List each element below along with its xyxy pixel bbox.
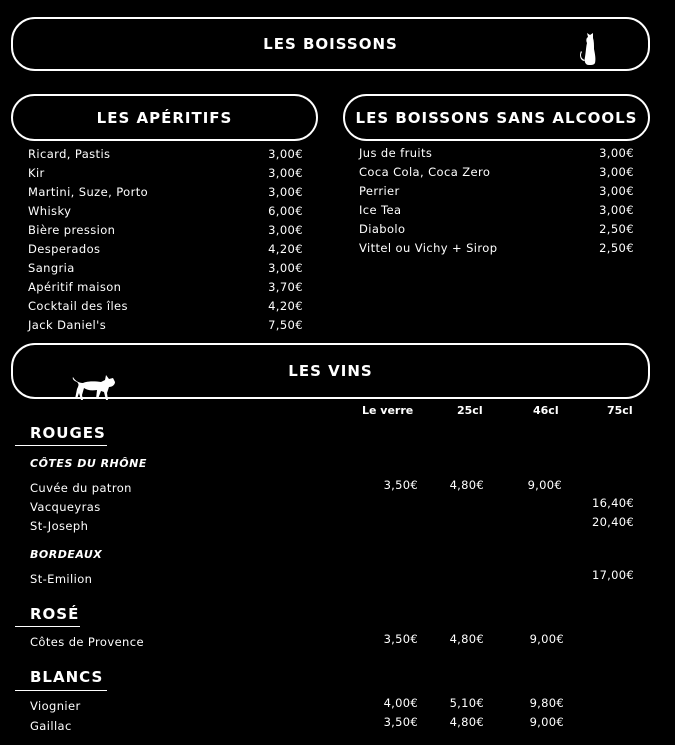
price-75cl: 16,40€ xyxy=(591,496,634,510)
walking-cat-icon xyxy=(71,371,119,401)
rose-title: ROSÉ xyxy=(30,605,80,623)
list-item: Ricard, Pastis 3,00€ xyxy=(28,147,303,161)
list-item: Diabolo 2,50€ xyxy=(359,222,634,236)
sans-alcool-banner xyxy=(343,94,650,141)
list-item: Apéritif maison 3,70€ xyxy=(28,280,303,294)
price-46cl: 9,00€ xyxy=(529,632,564,646)
price-75cl: 17,00€ xyxy=(591,568,634,582)
list-item: Whisky 6,00€ xyxy=(28,204,303,218)
list-item: Perrier 3,00€ xyxy=(359,184,634,198)
price-46cl: 9,80€ xyxy=(529,696,564,710)
list-item: Desperados 4,20€ xyxy=(28,242,303,256)
wine-name: Côtes de Provence xyxy=(30,635,144,649)
list-item: Ice Tea 3,00€ xyxy=(359,203,634,217)
col-header-75cl: 75cl xyxy=(607,404,633,417)
sitting-cat-icon xyxy=(575,21,605,67)
aperitifs-title: LES APÉRITIFS xyxy=(96,108,233,127)
aperitifs-banner xyxy=(11,94,318,141)
list-item: Sangria 3,00€ xyxy=(28,261,303,275)
list-item: Jus de fruits 3,00€ xyxy=(359,146,634,160)
vins-banner xyxy=(11,343,650,399)
sans-alcool-title: LES BOISSONS SANS ALCOOLS xyxy=(355,108,638,127)
boissons-title: LES BOISSONS xyxy=(263,35,398,53)
col-header-verre: Le verre xyxy=(362,404,414,417)
list-item: Jack Daniel's 7,50€ xyxy=(28,318,303,332)
cotes-du-rhone-title: CÔTES DU RHÔNE xyxy=(30,457,147,470)
bordeaux-title: BORDEAUX xyxy=(30,548,103,561)
rouges-title: ROUGES xyxy=(30,424,106,442)
list-item: Martini, Suze, Porto 3,00€ xyxy=(28,185,303,199)
wine-name: St-Emilion xyxy=(30,572,93,586)
col-header-46cl: 46cl xyxy=(533,404,559,417)
list-item: Coca Cola, Coca Zero 3,00€ xyxy=(359,165,634,179)
col-header-25cl: 25cl xyxy=(457,404,483,417)
list-item: Vittel ou Vichy + Sirop 2,50€ xyxy=(359,241,634,255)
aperitifs-list xyxy=(28,145,303,335)
price-verre: 3,50€ xyxy=(383,478,418,492)
price-verre: 3,50€ xyxy=(383,632,418,646)
price-25cl: 5,10€ xyxy=(449,696,484,710)
wine-name: Cuvée du patron xyxy=(30,481,132,495)
price-46cl: 9,00€ xyxy=(527,478,562,492)
wine-name: Gaillac xyxy=(30,719,72,733)
price-46cl: 9,00€ xyxy=(529,715,564,729)
list-item: Cocktail des îles 4,20€ xyxy=(28,299,303,313)
blancs-title: BLANCS xyxy=(30,668,104,686)
list-item: Bière pression 3,00€ xyxy=(28,223,303,237)
price-verre: 3,50€ xyxy=(383,715,418,729)
list-item: Kir 3,00€ xyxy=(28,166,303,180)
boissons-banner xyxy=(11,17,650,71)
blancs-underline xyxy=(15,690,107,691)
price-25cl: 4,80€ xyxy=(449,478,484,492)
wine-name: St-Joseph xyxy=(30,519,89,533)
rose-underline xyxy=(15,626,80,627)
price-verre: 4,00€ xyxy=(383,696,418,710)
rouges-underline xyxy=(15,445,107,446)
price-75cl: 20,40€ xyxy=(591,515,634,529)
price-25cl: 4,80€ xyxy=(449,715,484,729)
wine-name: Viognier xyxy=(30,699,81,713)
vins-title: LES VINS xyxy=(288,362,373,380)
sans-alcool-list xyxy=(359,144,634,258)
price-25cl: 4,80€ xyxy=(449,632,484,646)
wine-name: Vacqueyras xyxy=(30,500,101,514)
